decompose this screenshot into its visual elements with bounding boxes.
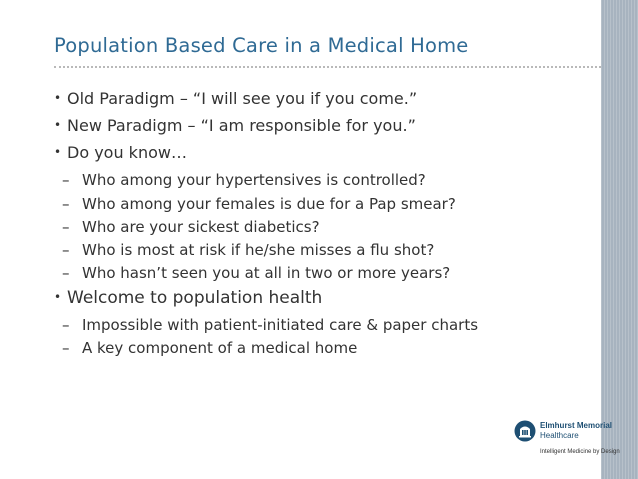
logo-name: Elmhurst Memorial [540,421,613,430]
bullet-glyph: • [54,118,62,132]
sub-bullet-item [62,218,320,236]
sub-bullet-text: Who hasn’t seen you at all in two or more years? [82,264,451,282]
dash-glyph: – [62,171,70,189]
side-stripe [601,0,638,479]
bullet-text: Do you know… [67,143,187,162]
sub-bullet-text: Who are your sickest diabetics? [82,218,320,236]
dash-glyph: – [62,195,70,213]
logo-subtitle: Healthcare [540,431,579,440]
sub-bullet-item [62,195,456,213]
dash-glyph: – [62,241,70,259]
sub-bullet-text: Who among your hypertensives is controlled? [82,171,426,189]
bullet-item [54,116,416,135]
elmhurst-logo [514,418,630,462]
sub-bullet-text: Who is most at risk if he/she misses a flu shot? [82,241,435,259]
sub-bullet-item [62,264,450,282]
bullet-glyph: • [54,145,62,159]
dash-glyph: – [62,218,70,236]
bullet-text: New Paradigm – “I am responsible for you.” [67,116,416,135]
bullet-glyph: • [54,91,62,105]
dash-glyph: – [62,316,70,334]
dash-glyph: – [62,264,70,282]
sub-bullet-item [62,339,357,357]
slide-title: Population Based Care in a Medical Home [54,34,469,57]
sub-bullet-text: A key component of a medical home [82,339,358,357]
hospital-building-icon [514,420,536,442]
bullet-item [54,89,417,108]
sub-bullet-item [62,241,434,259]
sub-bullet-item [62,316,478,334]
sub-bullet-item [62,171,426,189]
bullet-text: Welcome to population health [67,288,323,308]
bullet-item [54,288,322,308]
dash-glyph: – [62,339,70,357]
sub-bullet-text: Impossible with patient-initiated care & paper charts [82,316,479,334]
logo-tagline: Intelligent Medicine by Design [540,449,620,455]
title-divider [54,66,601,68]
bullet-glyph: • [54,290,62,304]
bullet-item [54,143,187,162]
sub-bullet-text: Who among your females is due for a Pap smear? [82,195,456,213]
bullet-text: Old Paradigm – “I will see you if you come.” [67,89,418,108]
